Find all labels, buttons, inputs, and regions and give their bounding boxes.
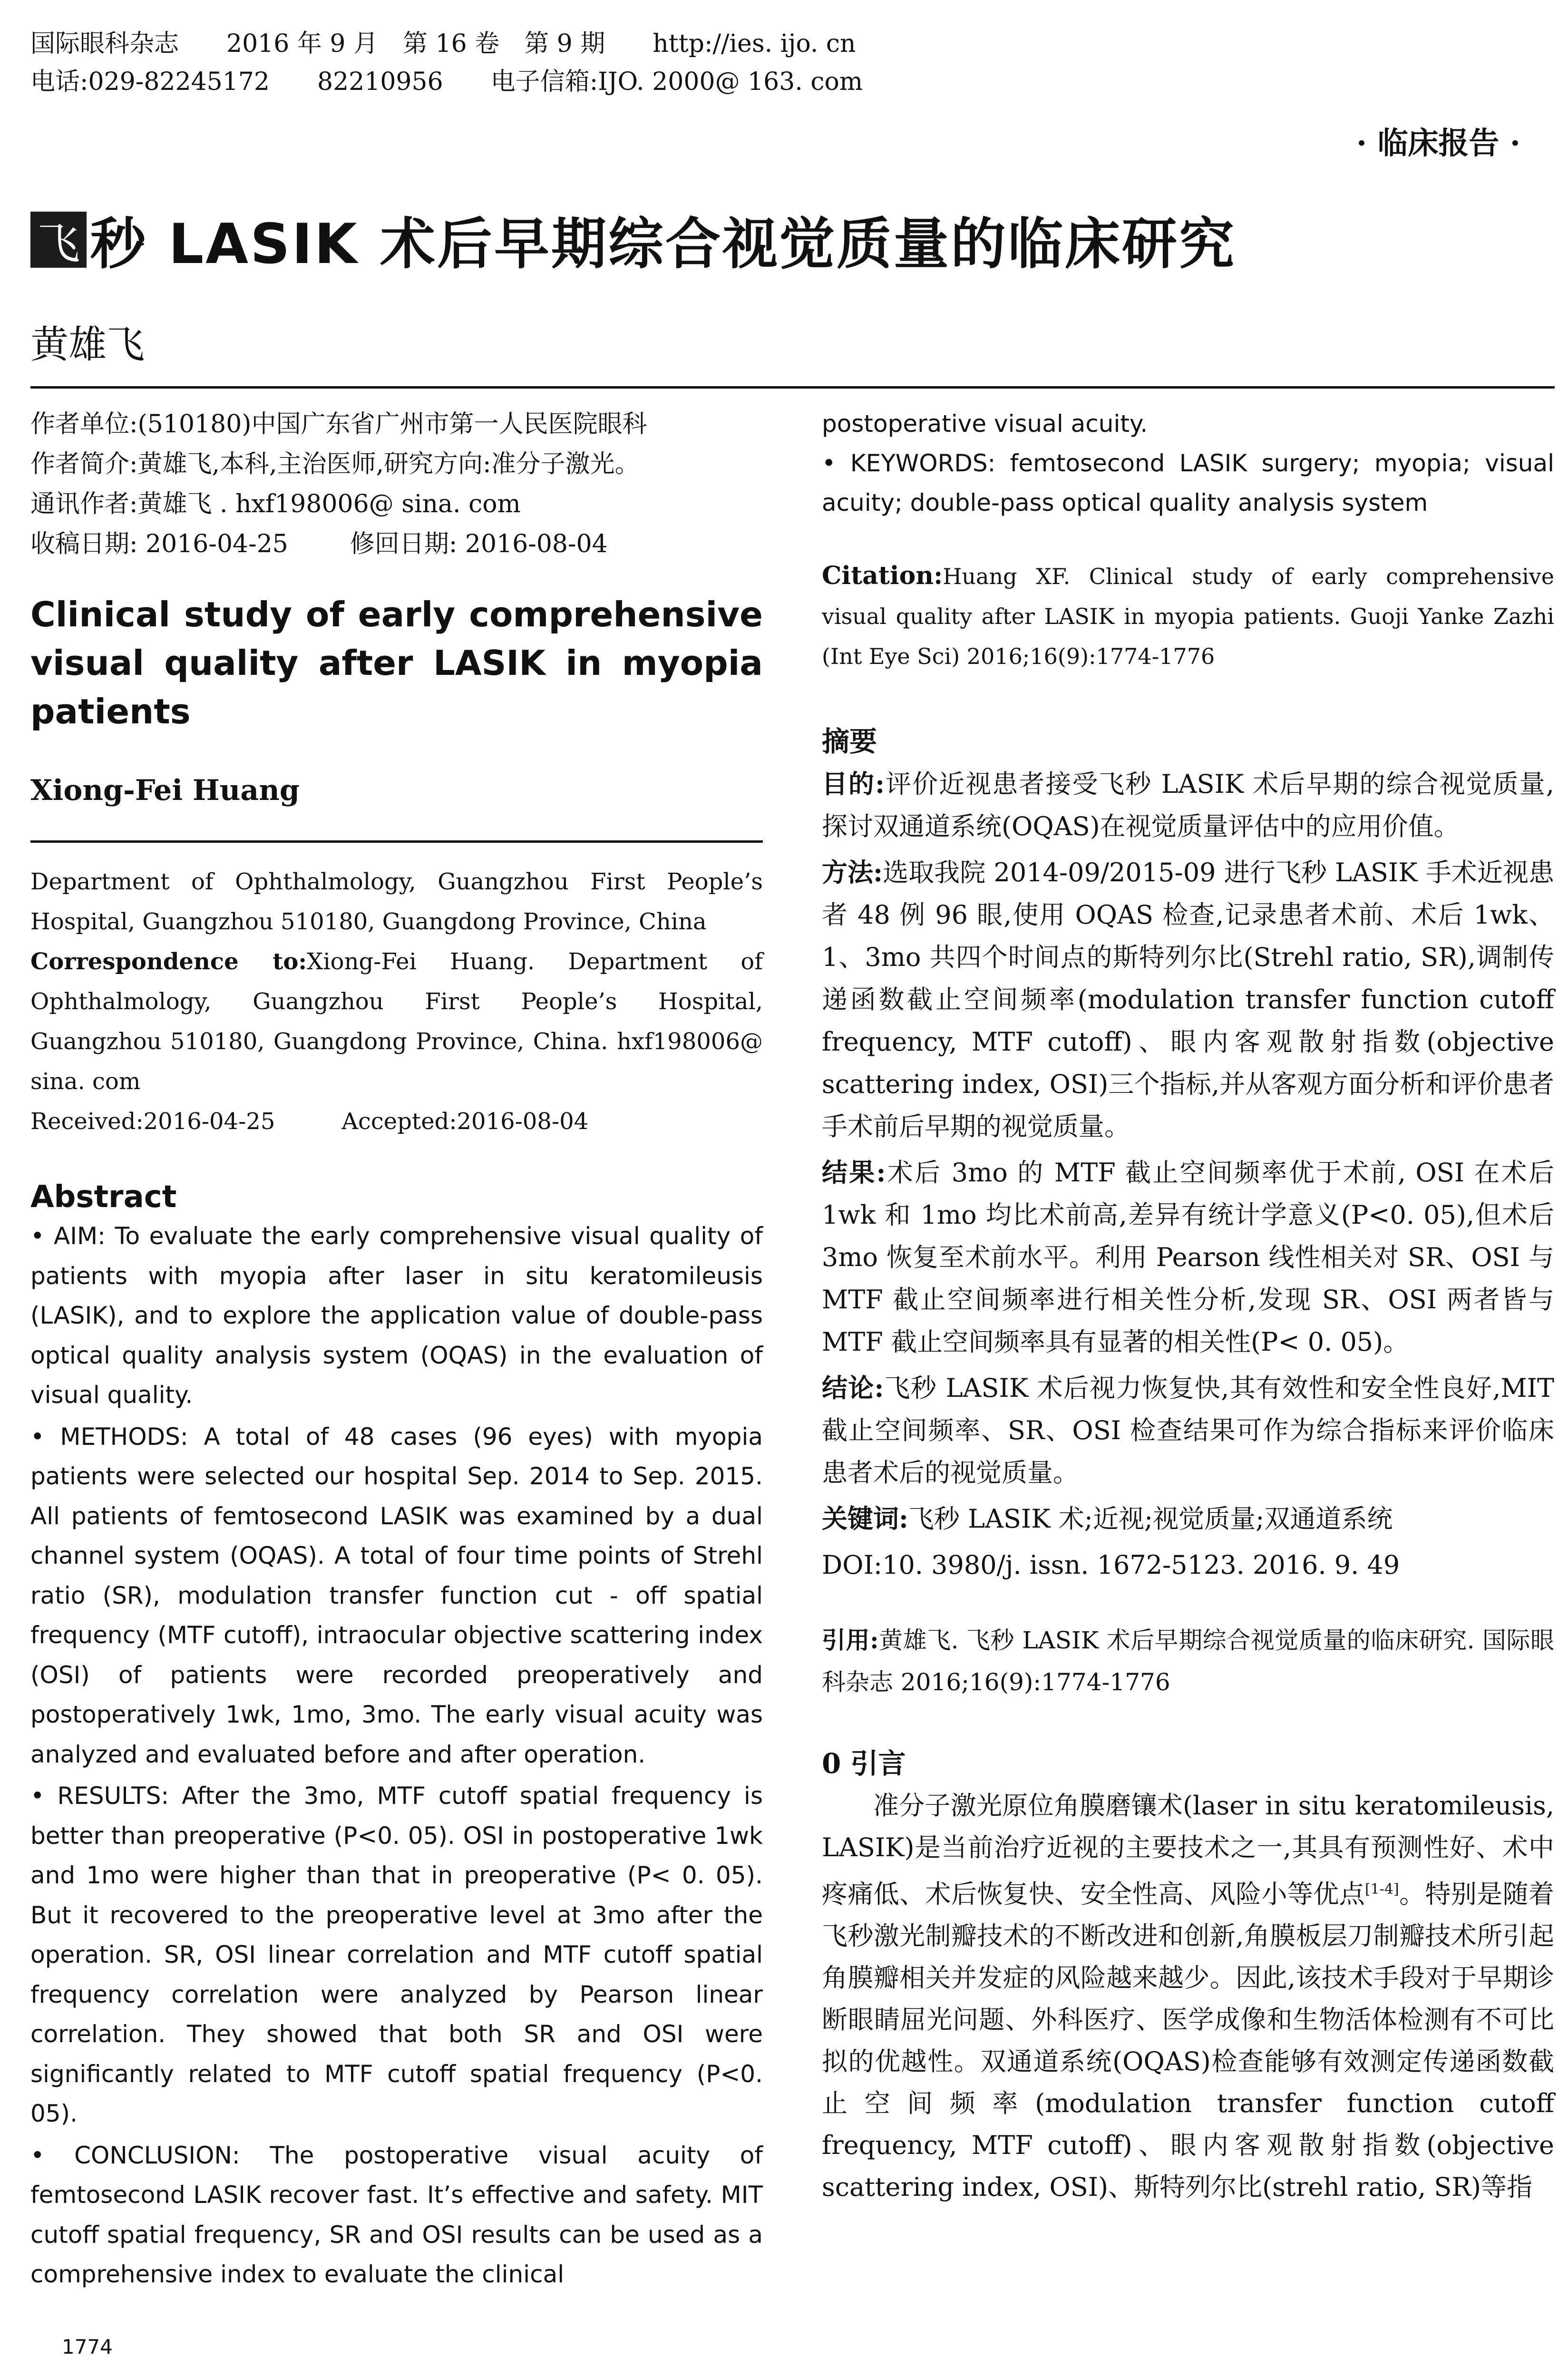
title-logo-icon: 飞 — [30, 212, 87, 268]
abstract-conclusion-cont: postoperative visual acuity. — [822, 410, 1148, 438]
cn-conclusion — [822, 1367, 1554, 1494]
received-date: 收稿日期: 2016-04-25 — [30, 530, 288, 558]
citation-label: Citation: — [822, 561, 943, 590]
citation-text: Huang XF. Clinical study of early comprehensive visual quality after LASIK in myopia patients. Guoji Yanke Zazhi (Int Eye Sci) 2016;16(9):1774-1776 — [822, 564, 1554, 669]
journal-phone2: 82210956 — [317, 68, 443, 96]
english-author: Xiong-Fei Huang — [30, 774, 300, 807]
journal-name: 国际眼科杂志 — [30, 29, 179, 58]
corresponding-author: 通讯作者:黄雄飞 . hxf198006@ sina. com — [30, 490, 521, 518]
journal-email: 电子信箱:IJO. 2000@ 163. com — [490, 68, 863, 96]
intro-heading: 0 引言 — [822, 1747, 906, 1780]
accepted-en: Accepted:2016-08-04 — [341, 1108, 589, 1135]
intro-paragraph — [822, 1785, 1554, 2208]
affiliation-divider — [30, 840, 763, 843]
received-en: Received:2016-04-25 — [30, 1108, 275, 1135]
abstract-aim: • AIM: To evaluate the early comprehensive visual quality of patients with myopia after laser in situ keratomileusis (LASIK), and to explore the application value of double-pass optical quality analysis system (OQAS) in the evaluation of visual quality. — [30, 1222, 763, 1409]
cn-keywords-label: 关键词: — [822, 1503, 908, 1534]
cn-methods — [822, 851, 1554, 1148]
title-text: 秒 LASIK 术后早期综合视觉质量的临床研究 — [90, 212, 1237, 276]
doi[interactable]: DOI:10. 3980/j. issn. 1672-5123. 2016. 9. 49 — [822, 1550, 1400, 1580]
cn-methods-label: 方法: — [822, 857, 883, 887]
cn-aim — [822, 763, 1554, 848]
affiliation-dept: Department of Ophthalmology, Guangzhou First People’s Hospital, Guangzhou 510180, Guangdong Province, China — [30, 868, 763, 935]
cn-keywords — [822, 1498, 1554, 1540]
english-title: Clinical study of early comprehensive visual quality after LASIK in myopia patients — [30, 594, 763, 731]
cn-results-text: 术后 3mo 的 MTF 截止空间频率优于术前, OSI 在术后 1wk 和 1mo 均比术前高,差异有统计学意义(P<0. 05),但术后 3mo 恢复至术前水平。利用 Pearson 线性相关对 SR、OSI 与 MTF 截止空间频率进行相关性分析,发现 SR、OSI 两者皆与 MTF 截止空间频率具有显著的相关性(P< 0. 05)。 — [822, 1158, 1554, 1357]
cn-results-label: 结果: — [822, 1157, 886, 1188]
cn-citation-text: 黄雄飞. 飞秒 LASIK 术后早期综合视觉质量的临床研究. 国际眼科杂志 2016;16(9):1774-1776 — [822, 1627, 1554, 1696]
page-number: 1774 — [62, 2335, 113, 2358]
author-intro: 作者简介:黄雄飞,本科,主治医师,研究方向:准分子激光。 — [30, 450, 640, 478]
intro-text: 准分子激光原位角膜磨镶术(laser in situ keratomileusis, LASIK)是当前治疗近视的主要技术之一,其具有预测性好、术中疼痛低、术后恢复快、安全性高、风险小等优点 — [822, 1791, 1554, 1909]
cn-aim-label: 目的: — [822, 769, 885, 799]
intro-ref[interactable]: [1-4] — [1365, 1881, 1399, 1898]
cn-methods-text: 选取我院 2014-09/2015-09 进行飞秒 LASIK 手术近视患者 48 例 96 眼,使用 OQAS 检查,记录患者术前、术后 1wk、1、3mo 共四个时间点的斯特列尔比(Strehl ratio, SR),调制传递函数截止空间频率(modulation transfer function cutoff frequency, MTF cutoff)、眼内客观散射指数(objective scattering index, OSI)三个指标,并从客观方面分析和评价患者手术前后早期的视觉质量。 — [822, 857, 1554, 1141]
citation-cn — [822, 1619, 1554, 1703]
author-name-cn: 黄雄飞 — [30, 322, 145, 367]
page-title — [30, 200, 1236, 279]
citation-en — [822, 556, 1554, 676]
revised-date: 修回日期: 2016-08-04 — [350, 530, 608, 558]
cn-results — [822, 1151, 1554, 1363]
journal-header — [30, 25, 1538, 101]
correspondence-label: Correspondence to: — [30, 948, 307, 975]
journal-url[interactable]: http://ies. ijo. cn — [653, 29, 856, 58]
cn-conclusion-text: 飞秒 LASIK 术后视力恢复快,其有效性和安全性良好,MIT 截止空间频率、SR、OSI 检查结果可作为综合指标来评价临床患者术后的视觉质量。 — [822, 1373, 1554, 1488]
intro-text-2: 。特别是随着飞秒激光制瓣技术的不断改进和创新,角膜板层刀制瓣技术所引起角膜瓣相关并发症的风险越来越少。因此,该技术手段对于早期诊断眼睛屈光问题、外科医疗、医学成像和生物活体检测有不可比拟的优越性。双通道系统(OQAS)检查能够有效测定传递函数截止空间频率(modulation transfer function cutoff frequency, MTF cutoff)、眼内客观散射指数(objective scattering index, OSI)、斯特列尔比(strehl ratio, SR)等指 — [822, 1879, 1555, 2202]
cn-conclusion-label: 结论: — [822, 1373, 884, 1403]
abstract-keywords: • KEYWORDS: femtosecond LASIK surgery; myopia; visual acuity; double-pass optical quality analysis system — [822, 449, 1554, 516]
correspondence — [30, 942, 763, 1101]
journal-phone: 电话:029-82245172 — [30, 68, 270, 96]
section-tag: · 临床报告 · — [1356, 126, 1520, 161]
abstract-methods: • METHODS: A total of 48 cases (96 eyes) with myopia patients were selected our hospital Sep. 2014 to Sep. 2015. All patients of femtosecond LASIK was examined by a dual channel system (OQAS). A total of four time points of Strehl ratio (SR), modulation transfer function cut - off spatial frequency (MTF cutoff), intraocular objective scattering index (OSI) of patients were recorded preoperatively and postoperatively 1wk, 1mo, 3mo. The early visual acuity was analyzed and evaluated before and after operation. — [30, 1422, 763, 1768]
cn-keywords-text: 飞秒 LASIK 术;近视;视觉质量;双通道系统 — [908, 1504, 1393, 1534]
cn-aim-text: 评价近视患者接受飞秒 LASIK 术后早期的综合视觉质量,探讨双通道系统(OQAS)在视觉质量评估中的应用价值。 — [822, 769, 1554, 841]
author-unit: 作者单位:(510180)中国广东省广州市第一人民医院眼科 — [30, 410, 647, 438]
correspondence-text: Xiong-Fei Huang. Department of Ophthalmology, Guangzhou First People’s Hospital, Guangzhou 510180, Guangdong Province, China. hxf198006@ sina. com — [30, 948, 763, 1095]
abstract-heading: Abstract — [30, 1179, 177, 1215]
journal-issue: 2016 年 9 月 第 16 卷 第 9 期 — [226, 29, 605, 58]
author-info — [30, 404, 763, 564]
left-column — [30, 404, 763, 2295]
cn-abstract-heading: 摘要 — [822, 725, 877, 758]
cn-citation-label: 引用: — [822, 1626, 879, 1654]
affiliation-block — [30, 862, 763, 1141]
abstract-conclusion: • CONCLUSION: The postoperative visual acuity of femtosecond LASIK recover fast. It’s effective and safety. MIT cutoff spatial frequency, SR and OSI results can be used as a comprehensive index to evaluate the clinical — [30, 2141, 763, 2288]
right-column — [822, 404, 1554, 2208]
abstract-results: • RESULTS: After the 3mo, MTF cutoff spatial frequency is better than preoperative (P<0. 05). OSI in postoperative 1wk and 1mo were higher than that in preoperative (P< 0. 05). But it recovered to the preoperative level at 3mo after the operation. SR, OSI linear correlation and MTF cutoff spatial frequency correlation were analyzed by Pearson linear correlation. They showed that both SR and OSI were significantly related to MTF cutoff spatial frequency (P<0. 05). — [30, 1782, 763, 2127]
header-divider — [30, 386, 1555, 389]
